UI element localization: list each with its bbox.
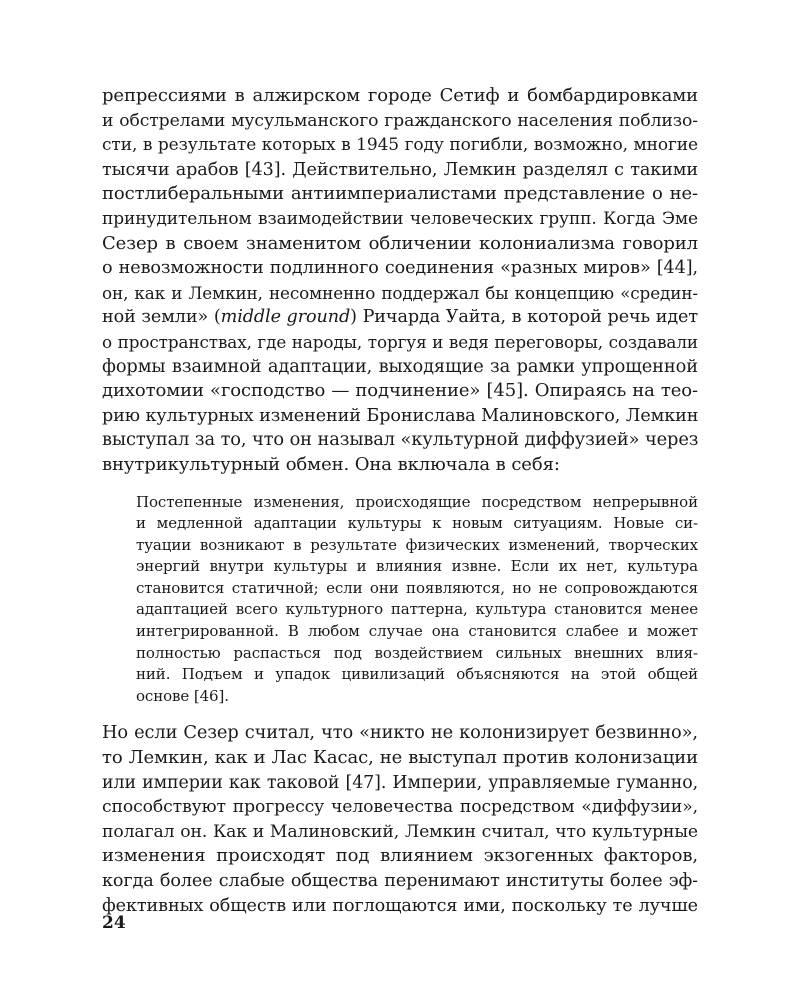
italic-term: middle ground <box>220 307 351 328</box>
text-line-with-italic <box>102 305 698 330</box>
quote-line: туации возникают в результате физических изменений, творческих <box>136 535 698 554</box>
quote-line: становится статичной; если они появляются, но не сопровождаются <box>136 578 698 597</box>
text-line: или империи как таковой [47]. Империи, управляемые гуманно, <box>102 772 698 793</box>
text-line: полагал он. Как и Малиновский, Лемкин считал, что культурные <box>102 821 698 842</box>
page-body <box>102 84 698 918</box>
text-line: Но если Сезер считал, что «никто не колонизирует безвинно», <box>102 722 698 744</box>
text-line: формы взаимной адаптации, выходящие за рамки упрощенной <box>102 355 698 377</box>
quote-line: интегрированной. В любом случае она становится слабее и может <box>136 622 698 641</box>
text-line: репрессиями в алжирском городе Сетиф и бомбардировками <box>102 85 698 106</box>
quote-line: ний. Подъем и упадок цивилизаций объясняются на этой общей <box>136 665 698 684</box>
text-line: то Лемкин, как и Лас Касас, не выступал против колонизации <box>102 747 698 769</box>
text-line: он, как и Лемкин, несомненно поддержал бы концепцию «средин- <box>102 282 698 303</box>
text-line: тысячи арабов [43]. Действительно, Лемкин разделял с такими <box>102 159 698 180</box>
text-line: выступал за то, что он называл «культурной диффузией» через <box>102 429 699 451</box>
text-line: о пространствах, где народы, торгуя и ведя переговоры, создавали <box>102 331 698 352</box>
text-line: принудительном взаимодействии человеческих групп. Когда Эме <box>102 208 698 229</box>
page-number: 24 <box>102 913 126 933</box>
quote-line: адаптацией всего культурного паттерна, культура становится менее <box>136 600 698 619</box>
quote-line: Постепенные изменения, происходящие посредством непрерывной <box>136 492 698 511</box>
text-line: постлиберальными антиимпериалистами представление о не- <box>102 183 698 205</box>
quote-line: и медленной адаптации культуры к новым ситуациям. Новые си- <box>136 514 698 533</box>
text-line: Сезер в своем знаменитом обличении колониализма говорил <box>102 232 698 254</box>
text-line: когда более слабые общества перенимают институты более эф- <box>102 871 698 891</box>
quote-line: полностью распасться под воздействием сильных внешних влия- <box>136 643 698 662</box>
text-line: фективных обществ или поглощаются ими, поскольку те лучше <box>102 895 698 916</box>
paragraph-1 <box>102 84 698 478</box>
quote-line: основе [46]. <box>136 686 229 705</box>
text-line: о невозможности подлинного соединения «разных миров» [44], <box>102 258 698 279</box>
text-line: сти, в результате которых в 1945 году погибли, возможно, многие <box>102 135 698 156</box>
block-quote <box>136 492 698 708</box>
text-fragment: ) Ричарда Уайта, в которой речь идет <box>350 307 698 328</box>
text-line: внутрикультурный обмен. Она включала в себя: <box>102 453 560 475</box>
text-line: способствуют прогрессу человечества посредством «диффузии», <box>102 797 698 818</box>
paragraph-2 <box>102 721 698 918</box>
quote-line: энергий внутри культуры и влияния извне. Если их нет, культура <box>136 557 698 576</box>
text-line: изменения происходят под влиянием экзогенных факторов, <box>102 845 698 867</box>
text-fragment: ной земли» ( <box>102 307 221 328</box>
text-line: дихотомии «господство — подчинение» [45]. Опираясь на тео- <box>102 380 698 402</box>
text-line: рию культурных изменений Бронислава Малиновского, Лемкин <box>102 405 699 426</box>
text-line: и обстрелами мусульманского гражданского населения поблизо- <box>102 110 698 131</box>
